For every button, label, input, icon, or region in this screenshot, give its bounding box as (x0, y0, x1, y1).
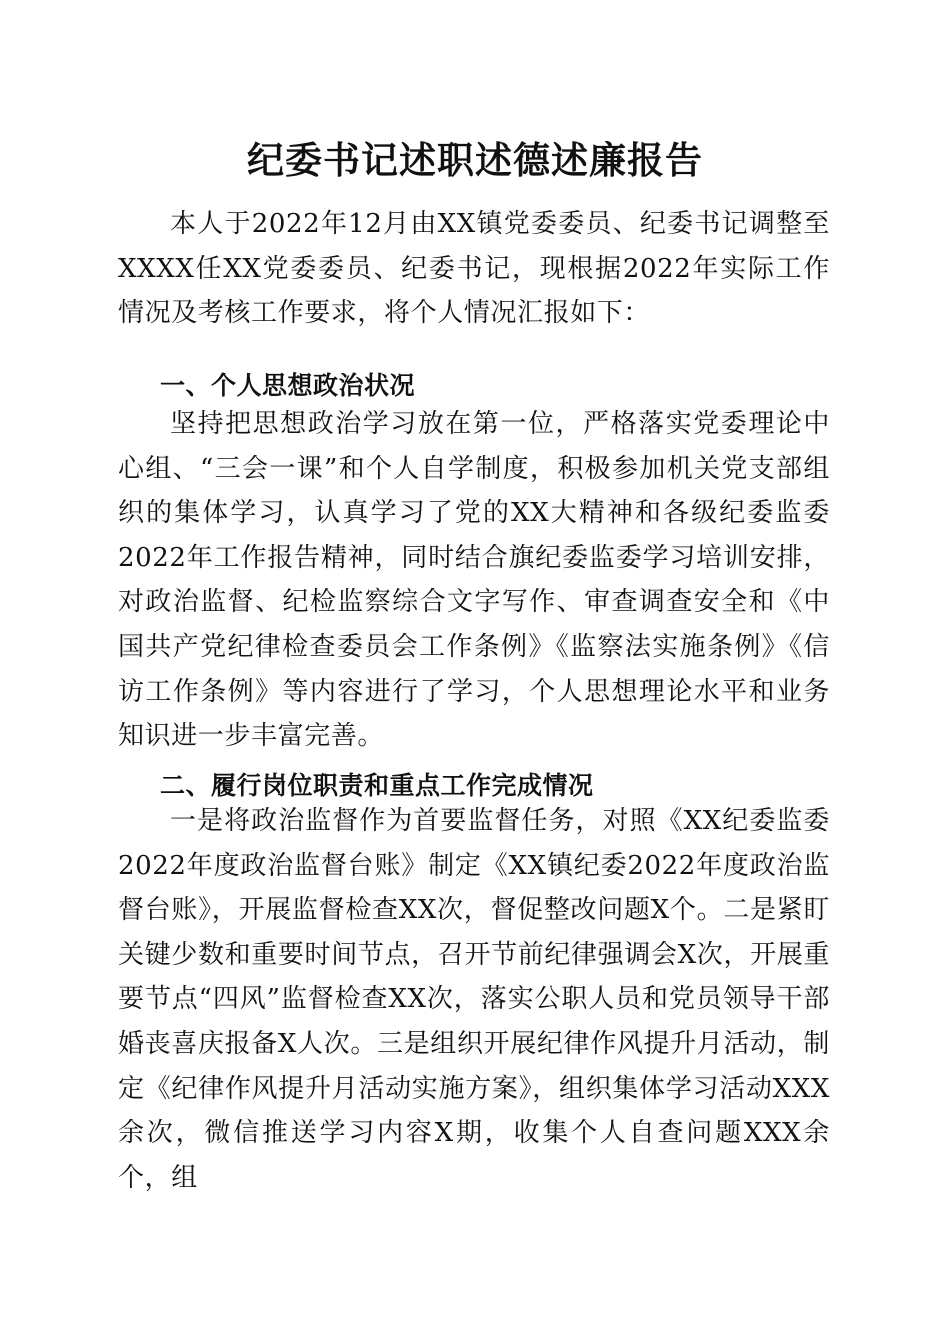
section-paragraph-2: 一是将政治监督作为首要监督任务，对照《XX纪委监委2022年度政治监督台账》制定《XX镇纪委2022年度政治监督台账》，开展监督检查XX次，督促整改问题X个。二是紧盯关键少数和重要时间节点，召开节前纪律强调会X次，开展重要节点“四风”监督检查XX次，落实公职人员和党员领导干部婚丧喜庆报备X人次。三是组织开展纪律作风提升月活动，制定《纪律作风提升月活动实施方案》，组织集体学习活动XXX余次，微信推送学习内容X期，收集个人自查问题XXX余个，组 (118, 806, 830, 1193)
section-heading-1: 一、个人思想政治状况 (160, 371, 416, 400)
intro-paragraph: 本人于2022年12月由XX镇党委委员、纪委书记调整至XXXX任XX党委委员、纪委书记，现根据2022年实际工作情况及考核工作要求，将个人情况汇报如下： (118, 209, 830, 329)
section-paragraph-1: 坚持把思想政治学习放在第一位，严格落实党委理论中心组、“三会一课”和个人自学制度，积极参加机关党支部组织的集体学习，认真学习了党的XX大精神和各级纪委监委2022年工作报告精神，同时结合旗纪委监委学习培训安排，对政治监督、纪检监察综合文字写作、审查调查安全和《中国共产党纪律检查委员会工作条例》《监察法实施条例》《信访工作条例》等内容进行了学习，个人思想理论水平和业务知识进一步丰富完善。 (118, 409, 830, 752)
document-title: 纪委书记述职述德述廉报告 (247, 138, 703, 182)
section-heading-2: 二、履行岗位职责和重点工作完成情况 (160, 771, 594, 800)
